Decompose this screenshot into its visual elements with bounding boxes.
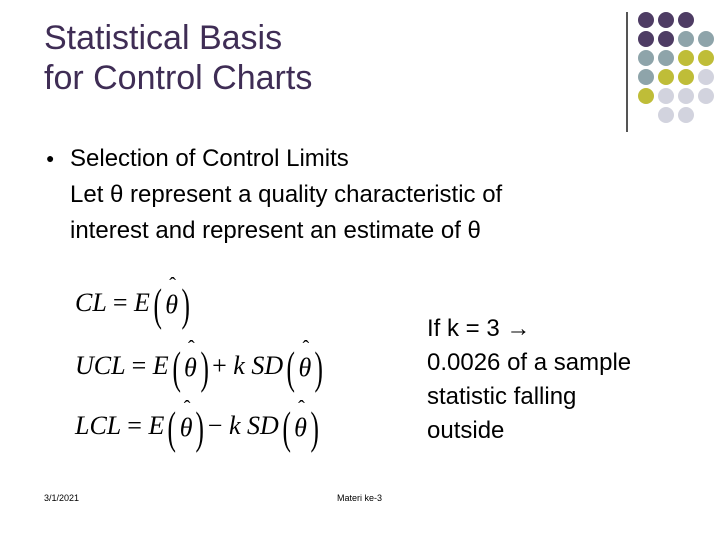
hat-icon: ˆ (188, 337, 195, 359)
eq-equals: = (112, 287, 128, 317)
eq-ucl-lhs: UCL (75, 350, 126, 380)
theta-hat-symbol (298, 337, 312, 383)
equation-ucl (75, 337, 327, 393)
bullet-text (70, 141, 670, 249)
bullet-heading: Selection of Control Limits (70, 145, 349, 172)
bullet-line-1: Let θ represent a quality characteristic of (70, 181, 503, 208)
side-note-line-2: 0.0026 of a sample (427, 349, 632, 376)
hat-icon: ˆ (169, 274, 176, 296)
decorative-dot (638, 88, 654, 104)
decorative-dot (678, 50, 694, 66)
theta-symbol: θ (294, 413, 307, 442)
decorative-dot (678, 88, 694, 104)
eq-plus: + (212, 350, 227, 380)
hat-icon: ˆ (302, 337, 310, 359)
hat-icon: ˆ (298, 397, 305, 419)
theta-hat-symbol (179, 397, 193, 443)
decorative-dot (658, 69, 674, 85)
decorative-dot (698, 31, 714, 47)
equation-cl (75, 274, 193, 330)
eq-sd: SD (247, 410, 279, 440)
slide-title (44, 18, 604, 98)
decorative-dot (658, 12, 674, 28)
paren-close-icon: ) (181, 279, 190, 330)
paren-close-icon: ) (314, 342, 324, 393)
paren-open-icon: ( (172, 342, 181, 393)
eq-lcl-lhs: LCL (75, 410, 121, 440)
eq-equals: = (127, 410, 142, 440)
decorative-dot (678, 31, 694, 47)
paren-close-icon: ) (195, 402, 205, 453)
hat-icon: ˆ (183, 397, 191, 419)
decorative-dot (638, 69, 654, 85)
theta-symbol: θ (179, 413, 193, 442)
theta-symbol: θ (184, 353, 197, 382)
paren-open-icon: ( (153, 279, 162, 330)
eq-expectation: E (148, 410, 165, 440)
decorative-dot (638, 31, 654, 47)
eq-cl-lhs: CL (75, 287, 107, 317)
eq-expectation: E (134, 287, 150, 317)
decorative-dot (658, 50, 674, 66)
bullet-line-2: interest and represent an estimate of θ (70, 217, 481, 244)
decorative-dot (698, 50, 714, 66)
paren-open-icon: ( (167, 402, 177, 453)
eq-expectation: E (152, 350, 169, 380)
side-note (427, 312, 707, 448)
decorative-dot (658, 88, 674, 104)
theta-hat-symbol (294, 397, 307, 443)
side-note-line-4: outside (427, 417, 505, 444)
decorative-dot (678, 69, 694, 85)
decorative-dot (678, 107, 694, 123)
footer-center-label: Materi ke-3 (337, 493, 383, 503)
footer-date: 3/1/2021 (44, 493, 80, 503)
paren-open-icon: ( (286, 342, 295, 393)
theta-hat-symbol (184, 337, 197, 383)
eq-minus: − (207, 410, 223, 440)
decorative-dot (678, 12, 694, 28)
decorative-dot (658, 31, 674, 47)
paren-close-icon: ) (200, 342, 209, 393)
theta-symbol: θ (298, 353, 312, 382)
eq-sd: SD (251, 350, 284, 380)
decorative-dot (698, 88, 714, 104)
equation-lcl (75, 397, 322, 453)
eq-k: k (228, 410, 241, 440)
slide-title-line-2: for Control Charts (44, 59, 313, 97)
decorative-dot (698, 69, 714, 85)
decorative-dot (638, 12, 654, 28)
bullet-icon: ● (46, 150, 55, 166)
eq-k: k (233, 350, 245, 380)
theta-hat-symbol (165, 274, 179, 320)
eq-equals: = (131, 350, 147, 380)
slide-title-line-1: Statistical Basis (44, 19, 283, 57)
decorative-dot-grid (636, 12, 720, 124)
paren-close-icon: ) (310, 402, 319, 453)
side-note-line-3: statistic falling (427, 383, 577, 410)
paren-open-icon: ( (282, 402, 291, 453)
side-note-line-1: If k = 3 → (427, 315, 531, 342)
theta-symbol: θ (165, 290, 179, 319)
decorative-divider (626, 12, 628, 132)
decorative-dot (658, 107, 674, 123)
decorative-dot (638, 50, 654, 66)
